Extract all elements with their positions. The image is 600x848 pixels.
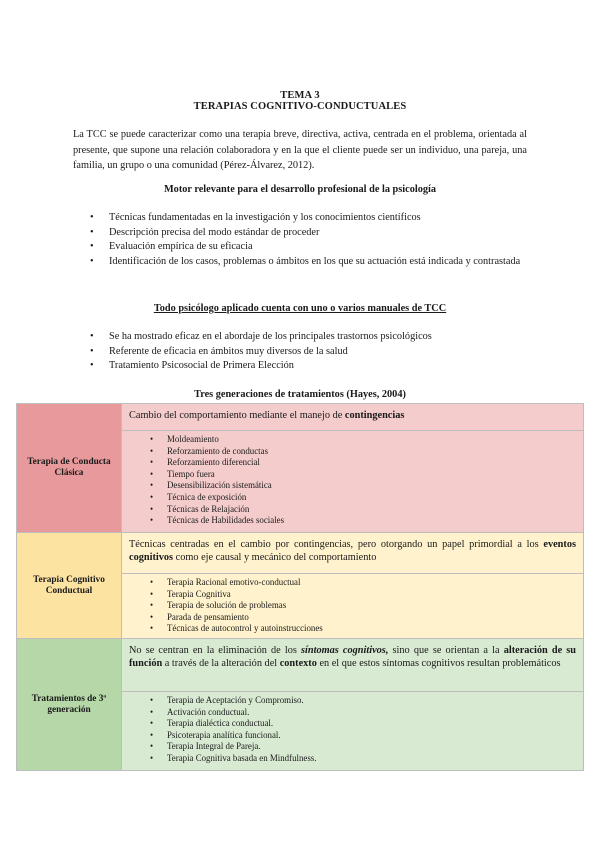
table-row (17, 533, 584, 574)
list-item: • Terapia Cognitiva basada en Mindfulness. (129, 753, 576, 765)
list-item: • Activación conductual. (129, 707, 576, 719)
list-item: • Evaluación empírica de su eficacia (73, 240, 527, 255)
row-description: No se centran en la eliminación de los síntomas cognitivos, sino que se orientan a la alteración de su función a través de la alteración del contexto en el que estos síntomas cognitivos resultan problemáticos (122, 639, 584, 692)
list-item: • Terapia de Aceptación y Compromiso. (129, 695, 576, 707)
row-description: Cambio del comportamiento mediante el manejo de contingencias (122, 404, 584, 431)
list-item: • Terapia de solución de problemas (129, 600, 576, 612)
table-row (17, 404, 584, 431)
row-label: Terapia de Conducta Clásica (17, 404, 122, 533)
list-item: • Técnicas de Relajación (129, 504, 576, 516)
row-techniques (122, 692, 584, 771)
list-item: • Terapia Racional emotivo-conductual (129, 577, 576, 589)
manuales-list (73, 330, 527, 374)
list-item: • Tratamiento Psicosocial de Primera Elección (73, 359, 527, 374)
list-item: • Técnica de exposición (129, 492, 576, 504)
list-item: • Se ha mostrado eficaz en el abordaje de los principales trastornos psicológicos (73, 330, 527, 345)
list-item: • Terapia dialéctica conductual. (129, 718, 576, 730)
list-item: • Terapia Integral de Pareja. (129, 741, 576, 753)
list-item: • Referente de eficacia en ámbitos muy diversos de la salud (73, 345, 527, 360)
table-row (17, 639, 584, 692)
row-techniques (122, 431, 584, 533)
manuales-heading: Todo psicólogo aplicado cuenta con uno o varios manuales de TCC (153, 303, 447, 314)
row-description: Técnicas centradas en el cambio por contingencias, pero otorgando un papel primordial a los eventos cognitivos como eje causal y mecánico del comportamiento (122, 533, 584, 574)
generaciones-heading: Tres generaciones de tratamientos (Hayes, 2004) (194, 389, 406, 400)
generations-table (16, 403, 584, 771)
intro-paragraph: La TCC se puede caracterizar como una terapia breve, directiva, activa, centrada en el problema, orientada al presente, que supone una relación colaboradora y en la que el cliente puede ser un individuo, una pareja, una familia, un grupo o una comunidad (Pérez-Álvarez, 2012). (73, 129, 527, 171)
topic-number: TEMA 3 (280, 90, 320, 101)
motor-list (73, 211, 527, 269)
list-item: • Identificación de los casos, problemas o ámbitos en los que su actuación está indicada y contrastada (73, 255, 527, 270)
list-item: • Tiempo fuera (129, 469, 576, 481)
list-item: • Desensibilización sistemática (129, 480, 576, 492)
list-item: • Técnicas de autocontrol y autoinstrucciones (129, 623, 576, 635)
row-label: Terapia Cognitivo Conductual (17, 533, 122, 639)
list-item: • Técnicas de Habilidades sociales (129, 515, 576, 527)
row-label: Tratamientos de 3ª generación (17, 639, 122, 771)
motor-heading: Motor relevante para el desarrollo profesional de la psicología (163, 184, 437, 195)
row-techniques (122, 574, 584, 639)
list-item: • Terapia Cognitiva (129, 589, 576, 601)
list-item: • Parada de pensamiento (129, 612, 576, 624)
list-item: • Psicoterapia analítica funcional. (129, 730, 576, 742)
list-item: • Descripción precisa del modo estándar de proceder (73, 226, 527, 241)
document-title: TERAPIAS COGNITIVO-CONDUCTUALES (193, 101, 407, 112)
list-item: • Moldeamiento (129, 434, 576, 446)
list-item: • Reforzamiento diferencial (129, 457, 576, 469)
list-item: • Técnicas fundamentadas en la investigación y los conocimientos científicos (73, 211, 527, 226)
list-item: • Reforzamiento de conductas (129, 446, 576, 458)
